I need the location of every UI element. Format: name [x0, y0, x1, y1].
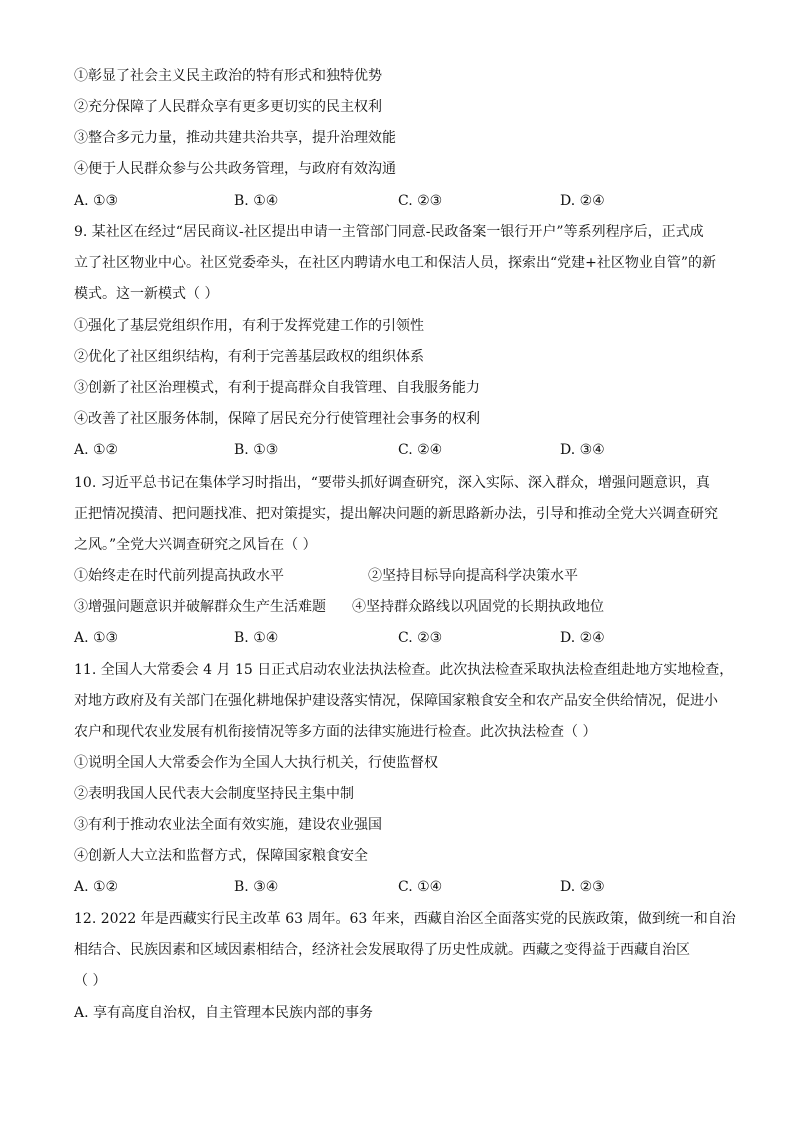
q9-option-a: A. ①② — [74, 442, 119, 458]
q10-option-c: C. ②③ — [398, 630, 443, 646]
answer-options — [74, 191, 734, 211]
q9-statement-4: ④改善了社区服务体制，保障了居民充分行使管理社会事务的权利 — [74, 411, 480, 427]
q9-option-d: D. ③④ — [560, 442, 605, 458]
option-c: C. ②③ — [398, 193, 443, 209]
statement-2: ②充分保障了人民群众享有更多更切实的民主权利 — [74, 99, 382, 115]
q11-option-a: A. ①② — [74, 879, 119, 895]
q11-stem-line: 对地方政府及有关部门在强化耕地保护建设落实情况，保障国家粮食安全和农产品安全供给情况，促进小 — [74, 693, 718, 709]
q12-stem-line: （ ） — [74, 973, 107, 989]
q10-option-d: D. ②④ — [560, 630, 605, 646]
statement-4: ④便于人民群众参与公共政务管理，与政府有效沟通 — [74, 161, 396, 177]
q9-answer-options — [74, 440, 734, 460]
q9-option-b: B. ①③ — [234, 442, 279, 458]
q11-option-b: B. ③④ — [234, 879, 279, 895]
q9-statement-3: ③创新了社区治理模式，有利于提高群众自我管理、自我服务能力 — [74, 380, 480, 396]
q9-stem-line: 立了社区物业中心。社区党委牵头，在社区内聘请水电工和保洁人员，探索出“党建+社区物业自管”的新 — [74, 255, 717, 271]
q10-answer-options — [74, 628, 734, 648]
q11-statement-4: ④创新人大立法和监督方式，保障国家粮食安全 — [74, 848, 368, 864]
q10-stem-line: 之风。”全党大兴调查研究之风旨在（ ） — [74, 537, 317, 553]
q11-statement-3: ③有利于推动农业法全面有效实施，建设农业强国 — [74, 817, 382, 833]
q12-option-a: A. 享有高度自治权，自主管理本民族内部的事务 — [74, 1005, 374, 1021]
statement-3: ③整合多元力量，推动共建共治共享，提升治理效能 — [74, 130, 396, 146]
option-a: A. ①③ — [74, 193, 119, 209]
q10-statement-1: ①始终走在时代前列提高执政水平 — [74, 568, 284, 584]
q10-option-a: A. ①③ — [74, 630, 119, 646]
q10-statement-3: ③增强问题意识并破解群众生产生活难题 — [74, 599, 326, 615]
option-b: B. ①④ — [234, 193, 279, 209]
q11-statement-2: ②表明我国人民代表大会制度坚持民主集中制 — [74, 786, 354, 802]
q11-stem-line: 11. 全国人大常委会 4 月 15 日正式启动农业法执法检查。此次执法检查采取执法检查组赴地方实地检查， — [74, 662, 734, 678]
q10-stem-line: 正把情况摸清、把问题找准、把对策提实，提出解决问题的新思路新办法，引导和推动全党大兴调查研究 — [74, 506, 718, 522]
q10-option-b: B. ①④ — [234, 630, 279, 646]
q10-stem-line: 10. 习近平总书记在集体学习时指出，“要带头抓好调查研究，深入实际、深入群众，增强问题意识，真 — [74, 475, 710, 491]
q9-statement-2: ②优化了社区组织结构，有利于完善基层政权的组织体系 — [74, 349, 424, 365]
q11-statement-1: ①说明全国人大常委会作为全国人大执行机关，行使监督权 — [74, 755, 438, 771]
q10-statement-row — [74, 597, 734, 617]
q10-statement-row — [74, 566, 734, 586]
q9-statement-1: ①强化了基层党组织作用，有利于发挥党建工作的引领性 — [74, 318, 424, 334]
q11-option-d: D. ②③ — [560, 879, 605, 895]
q10-statement-2: ②坚持目标导向提高科学决策水平 — [368, 568, 578, 584]
q9-stem-line: 9. 某社区在经过“居民商议-社区提出申请一主管部门同意-民政备案一银行开户”等系列程序后，正式成 — [74, 224, 704, 240]
q11-answer-options — [74, 877, 734, 897]
q11-option-c: C. ①④ — [398, 879, 443, 895]
q12-stem-line: 12. 2022 年是西藏实行民主改革 63 周年。63 年来，西藏自治区全面落实党的民族政策，做到统一和自治 — [74, 911, 736, 927]
q10-statement-4: ④坚持群众路线以巩固党的长期执政地位 — [352, 599, 604, 615]
q9-stem-line: 模式。这一新模式（ ） — [74, 286, 219, 302]
q11-stem-line: 农户和现代农业发展有机衔接情况等多方面的法律实施进行检查。此次执法检查（ ） — [74, 724, 597, 740]
statement-1: ①彰显了社会主义民主政治的特有形式和独特优势 — [74, 68, 382, 84]
option-d: D. ②④ — [560, 193, 605, 209]
q9-option-c: C. ②④ — [398, 442, 443, 458]
q12-stem-line: 相结合、民族因素和区域因素相结合，经济社会发展取得了历史性成就。西藏之变得益于西藏自治区 — [74, 942, 690, 958]
